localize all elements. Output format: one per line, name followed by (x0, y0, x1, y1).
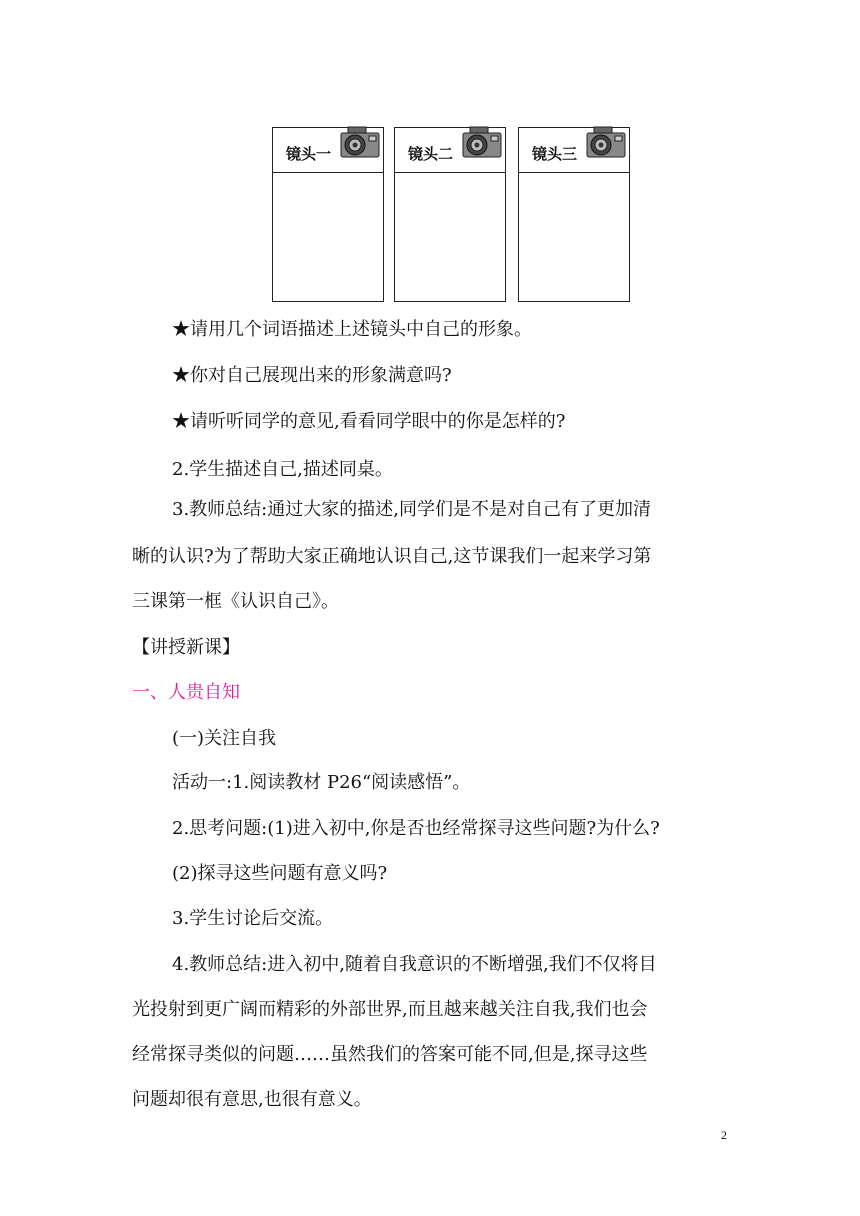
body-line: 晰的认识?为了帮助大家正确地认识自己,这节课我们一起来学习第 (132, 546, 652, 567)
body-line: 3.学生讨论后交流。 (172, 908, 334, 929)
body-line: 问题却很有意思,也很有意义。 (132, 1089, 372, 1110)
shot-box-header (395, 128, 505, 173)
prompt-line-3: ★请听听同学的意见,看看同学眼中的你是怎样的? (172, 411, 566, 432)
shot-box-1 (272, 127, 384, 302)
camera-icon (339, 126, 381, 160)
shot-box-label: 镜头三 (532, 145, 578, 163)
body-line: 2.思考问题:(1)进入初中,你是否也经常探寻这些问题?为什么? (172, 818, 660, 839)
prompt-line-2: ★你对自己展现出来的形象满意吗? (172, 365, 452, 386)
body-line: 经常探寻类似的问题……虽然我们的答案可能不同,但是,探寻这些 (132, 1044, 648, 1065)
body-line: 活动一:1.阅读教材 P26“阅读感悟”。 (172, 772, 471, 793)
camera-icon (461, 126, 503, 160)
page-number: 2 (721, 1128, 727, 1142)
body-line: 3.教师总结:通过大家的描述,同学们是不是对自己有了更加清 (172, 499, 651, 520)
camera-shot-boxes (272, 127, 632, 302)
shot-box-label: 镜头一 (286, 145, 332, 163)
shot-box-header (519, 128, 629, 173)
body-line: (2)探寻这些问题有意义吗? (172, 863, 388, 884)
shot-box-3 (518, 127, 630, 302)
shot-box-2 (394, 127, 506, 302)
section-label: 【讲授新课】 (132, 637, 240, 658)
shot-box-header (273, 128, 383, 173)
body-line: 光投射到更广阔而精彩的外部世界,而且越来越关注自我,我们也会 (132, 999, 648, 1020)
subsection-heading: (一)关注自我 (172, 728, 277, 749)
body-line: 三课第一框《认识自己》。 (132, 591, 339, 612)
body-line: 4.教师总结:进入初中,随着自我意识的不断增强,我们不仅将目 (172, 954, 657, 975)
camera-icon (585, 126, 627, 160)
section-heading: 一、人贵自知 (132, 682, 240, 703)
prompt-line-1: ★请用几个词语描述上述镜头中自己的形象。 (172, 319, 532, 340)
shot-box-label: 镜头二 (408, 145, 454, 163)
body-line: 2.学生描述自己,描述同桌。 (172, 459, 393, 480)
